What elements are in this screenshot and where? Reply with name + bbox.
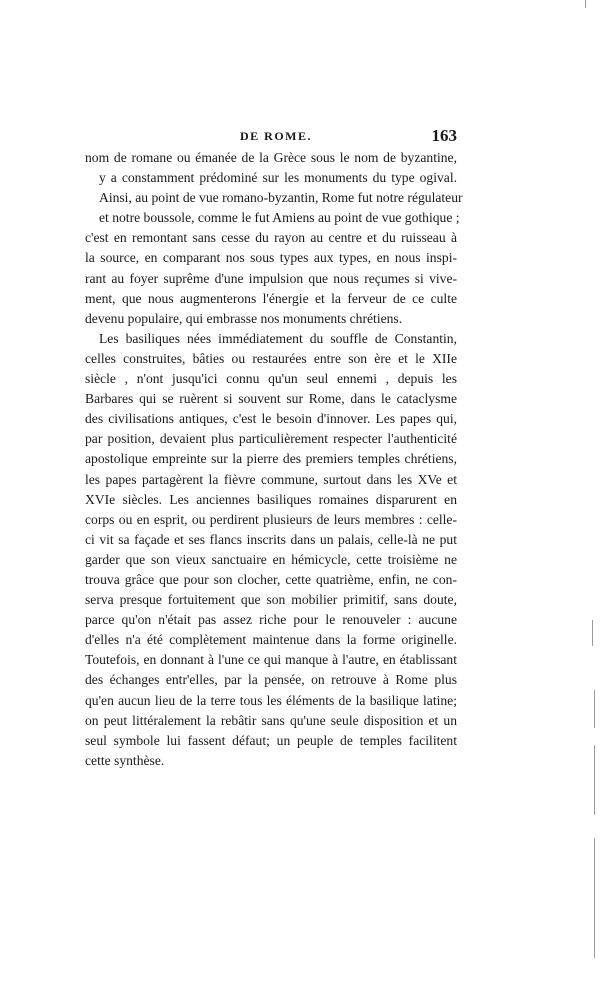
text-line: la source, en comparant nos sous types aux types, en nous inspi- <box>85 250 457 266</box>
text-line: XVIe siècles. Les anciennes basiliques romaines disparurent en <box>85 491 457 507</box>
text-line: les papes partagèrent la fièvre commune, surtout dans les XVe et <box>85 471 457 487</box>
text-line: serva presque fortuitement que son mobilier primitif, sans doute, <box>85 592 457 608</box>
text-line: par position, devaient plus particulièrement respecter l'authenticité <box>85 431 457 447</box>
scan-artifact <box>594 745 595 815</box>
text-line: cette synthèse. <box>85 752 165 768</box>
body-text <box>85 148 463 771</box>
text-line: garder que son vieux sanctuaire en hémicycle, cette troisième ne <box>85 551 457 567</box>
text-line: qu'en aucun lieu de la terre tous les éléments de la basilique latine; <box>85 692 457 708</box>
running-title: DE ROME. <box>240 129 312 143</box>
text-line: d'elles n'a été complètement maintenue dans la forme originelle. <box>85 632 457 648</box>
text-line: Les basiliques nées immédiatement du souffle de Constantin, <box>99 330 457 346</box>
text-line: seul symbole lui fassent défaut; un peuple de temples facilitent <box>85 732 457 748</box>
text-line: trouva grâce que pour son clocher, cette quatrième, enfin, ne con- <box>85 571 457 587</box>
text-line: devenu populaire, qui embrasse nos monuments chrétiens. <box>85 310 403 326</box>
text-line: Toutefois, en donnant à l'une ce qui manque à l'autre, en établissant <box>85 652 457 668</box>
paragraph-1 <box>85 148 463 329</box>
text-line: ment, que nous augmenterons l'énergie et la ferveur de ce culte <box>85 290 457 306</box>
text-line: ci vit sa façade et ses flancs inscrits dans un palais, celle-là ne put <box>85 531 457 547</box>
text-line: corps ou en esprit, ou perdirent plusieurs de leurs membres : celle- <box>85 511 457 527</box>
paragraph-2 <box>85 329 457 771</box>
scan-artifact <box>592 620 593 646</box>
text-line: on peut littéralement la rebâtir sans qu'une seule disposition et un <box>85 712 457 728</box>
text-line: y a constamment prédominé sur les monuments du type ogival. <box>99 170 457 186</box>
scan-artifact <box>585 0 586 8</box>
text-line: celles construites, bâties ou restaurées entre son ère et le XIIe <box>85 350 457 366</box>
text-line: Ainsi, au point de vue romano-byzantin, Rome fut notre régulateur <box>99 190 463 206</box>
text-line: c'est en remontant sans cesse du rayon au centre et du ruisseau à <box>85 230 457 246</box>
text-line: Barbares qui se ruèrent si souvent sur Rome, dans le cataclysme <box>85 391 457 407</box>
page-number: 163 <box>431 126 457 145</box>
text-line: nom de romane ou émanée de la Grèce sous le nom de byzantine, <box>85 150 457 165</box>
text-line: rant au foyer suprême d'une impulsion que nous reçumes si vive- <box>85 270 457 286</box>
text-line: des civilisations antiques, c'est le besoin d'innover. Les papes qui, <box>85 411 457 427</box>
text-line: siècle , n'ont jusqu'ici connu qu'un seul ennemi , depuis les <box>85 371 457 387</box>
scan-artifact <box>594 838 595 958</box>
page-header <box>85 126 457 149</box>
scan-artifact <box>594 690 595 728</box>
text-line: apostolique empreinte sur la pierre des premiers temples chrétiens, <box>85 451 457 467</box>
text-line: des échanges entr'elles, par la pensée, on retrouve à Rome plus <box>85 672 457 688</box>
text-line: et notre boussole, comme le fut Amiens au point de vue gothique ; <box>99 210 460 226</box>
text-line: parce qu'on n'était pas assez riche pour le renouveler : aucune <box>85 612 457 628</box>
